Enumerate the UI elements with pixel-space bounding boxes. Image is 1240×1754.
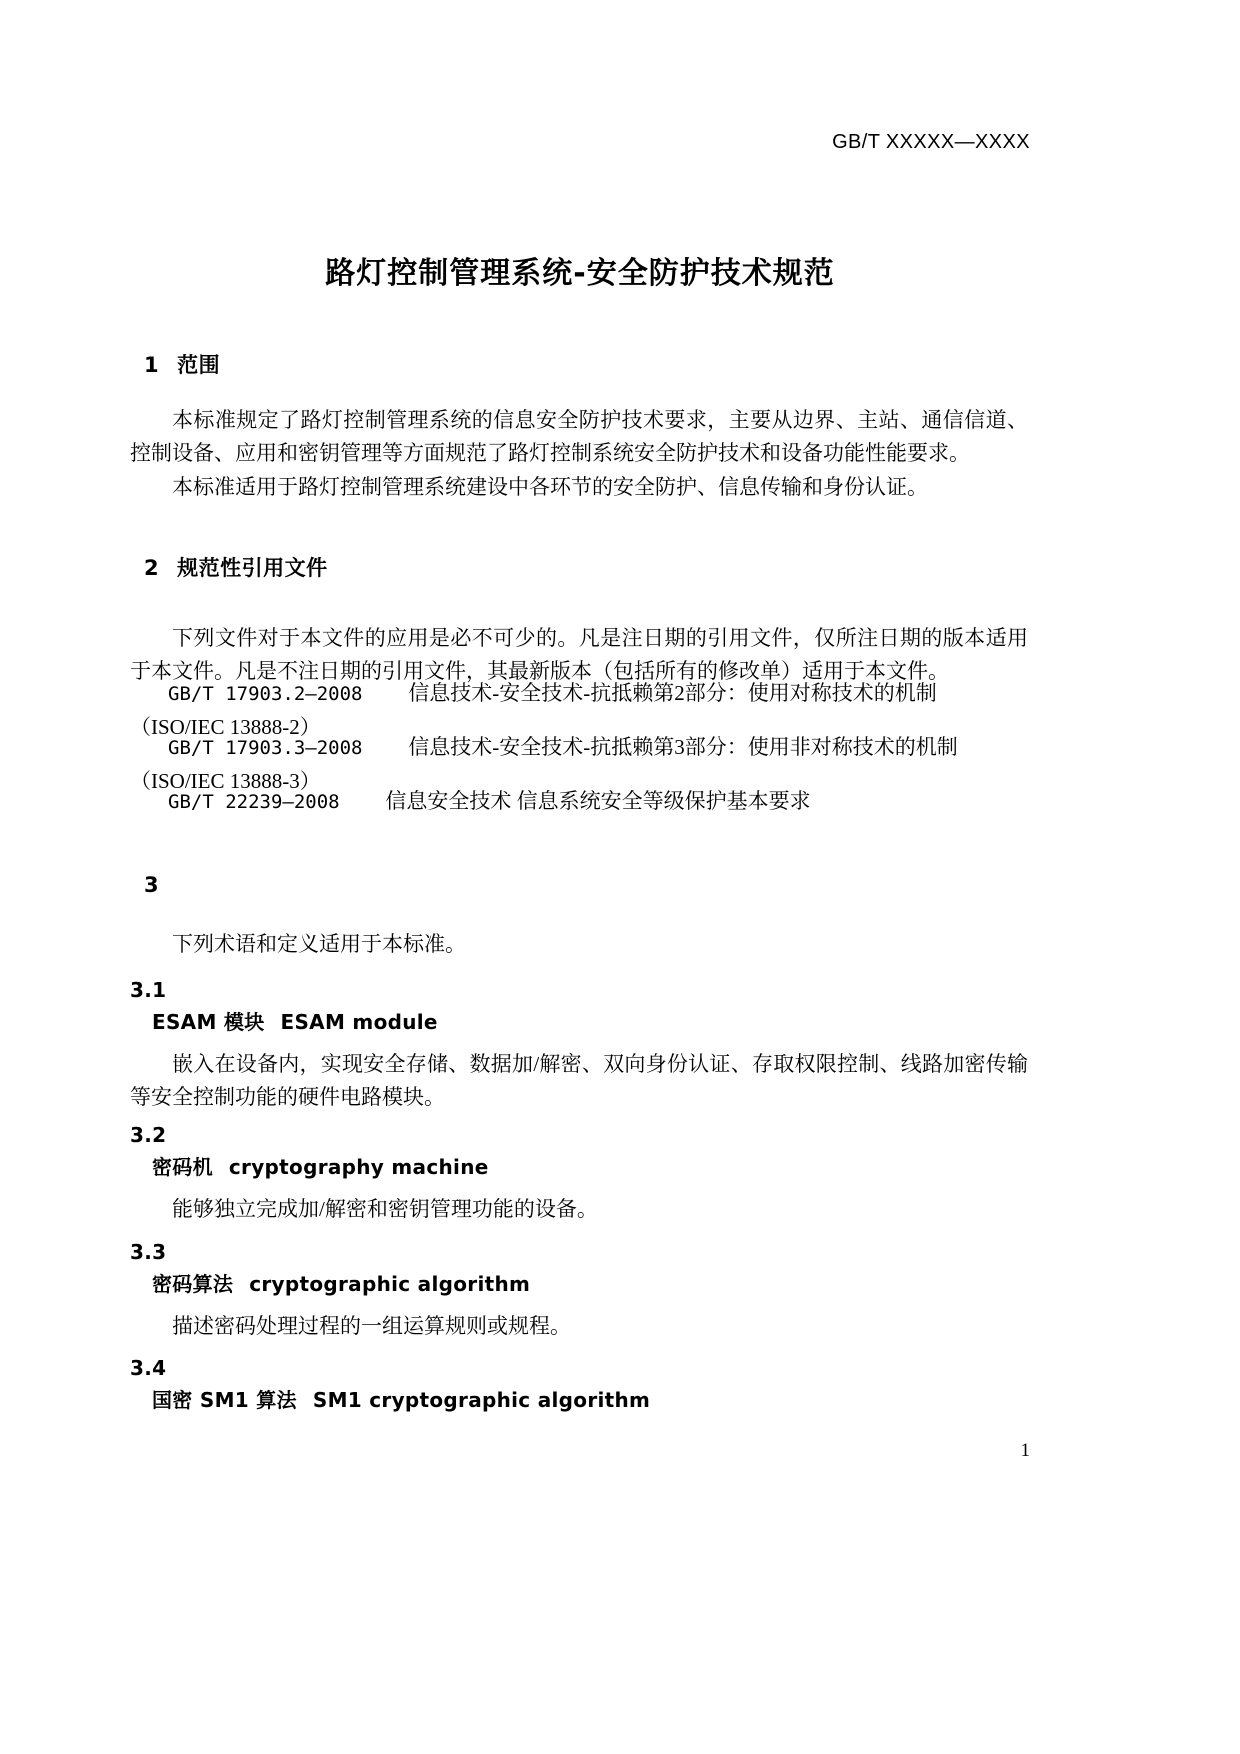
reference-title: 信息安全技术 信息系统安全等级保护基本要求 xyxy=(385,789,811,813)
term-en: cryptographic algorithm xyxy=(249,1272,531,1296)
term-entry xyxy=(130,1151,1028,1180)
term-definition: 描述密码处理过程的一组运算规则或规程。 xyxy=(172,1314,571,1338)
term-entry xyxy=(130,1006,1028,1035)
term-number: 3.4 xyxy=(130,1356,167,1380)
reference-code: GB/T 22239—2008 xyxy=(168,791,340,813)
page-number: 1 xyxy=(1020,1440,1030,1461)
standard-number: GB/T XXXXX—XXXX xyxy=(832,131,1030,153)
section-title-2: 规范性引用文件 xyxy=(177,556,328,580)
term-entry xyxy=(130,1268,1028,1297)
reference-item xyxy=(130,785,1028,819)
section-heading-terms xyxy=(130,873,1030,897)
section-number-2: 2 xyxy=(144,556,160,580)
term-en: cryptography machine xyxy=(228,1155,489,1179)
term-number: 3.3 xyxy=(130,1240,167,1264)
section-heading-scope xyxy=(130,349,1030,379)
term-en: SM1 cryptographic algorithm xyxy=(312,1388,651,1412)
term-entry xyxy=(130,1384,1028,1413)
section-number-1: 1 xyxy=(144,353,160,377)
term-number: 3.2 xyxy=(130,1123,167,1147)
term-definition: 能够独立完成加/解密和密钥管理功能的设备。 xyxy=(172,1197,598,1221)
section-heading-references xyxy=(130,552,1030,582)
terms-intro: 下列术语和定义适用于本标准。 xyxy=(172,932,466,956)
section-number-3: 3 xyxy=(144,873,160,897)
term-zh: ESAM 模块 xyxy=(152,1010,265,1034)
term-zh: 国密 SM1 算法 xyxy=(152,1388,297,1412)
scope-paragraph-1: 本标准规定了路灯控制管理系统的信息安全防护技术要求，主要从边界、主站、通信信道、控制设备、应用和密钥管理等方面规范了路灯控制系统安全防护技术和设备功能性能要求。 xyxy=(130,408,1028,465)
section-title-1: 范围 xyxy=(177,353,221,377)
term-zh: 密码机 xyxy=(152,1155,213,1179)
term-number: 3.1 xyxy=(130,978,167,1002)
term-zh: 密码算法 xyxy=(152,1272,234,1296)
references-intro: 下列文件对于本文件的应用是必不可少的。凡是注日期的引用文件，仅所注日期的版本适用于本文件。凡是不注日期的引用文件，其最新版本（包括所有的修改单）适用于本文件。 xyxy=(130,626,1028,683)
reference-title: 信息技术-安全技术-抗抵赖第3部分：使用非对称技术的机制（ISO/IEC 13888-3） xyxy=(130,735,958,793)
reference-title: 信息技术-安全技术-抗抵赖第2部分：使用对称技术的机制（ISO/IEC 13888-2） xyxy=(130,681,937,739)
scope-paragraph-2: 本标准适用于路灯控制管理系统建设中各环节的安全防护、信息传输和身份认证。 xyxy=(172,475,928,499)
term-definition: 嵌入在设备内，实现安全存储、数据加/解密、双向身份认证、存取权限控制、线路加密传输等安全控制功能的硬件电路模块。 xyxy=(130,1052,1028,1109)
reference-code: GB/T 17903.3—2008 xyxy=(168,737,363,759)
term-en: ESAM module xyxy=(280,1010,438,1034)
document-title: 路灯控制管理系统-安全防护技术规范 xyxy=(325,256,835,291)
running-header xyxy=(130,131,1030,154)
reference-code: GB/T 17903.2—2008 xyxy=(168,683,363,705)
